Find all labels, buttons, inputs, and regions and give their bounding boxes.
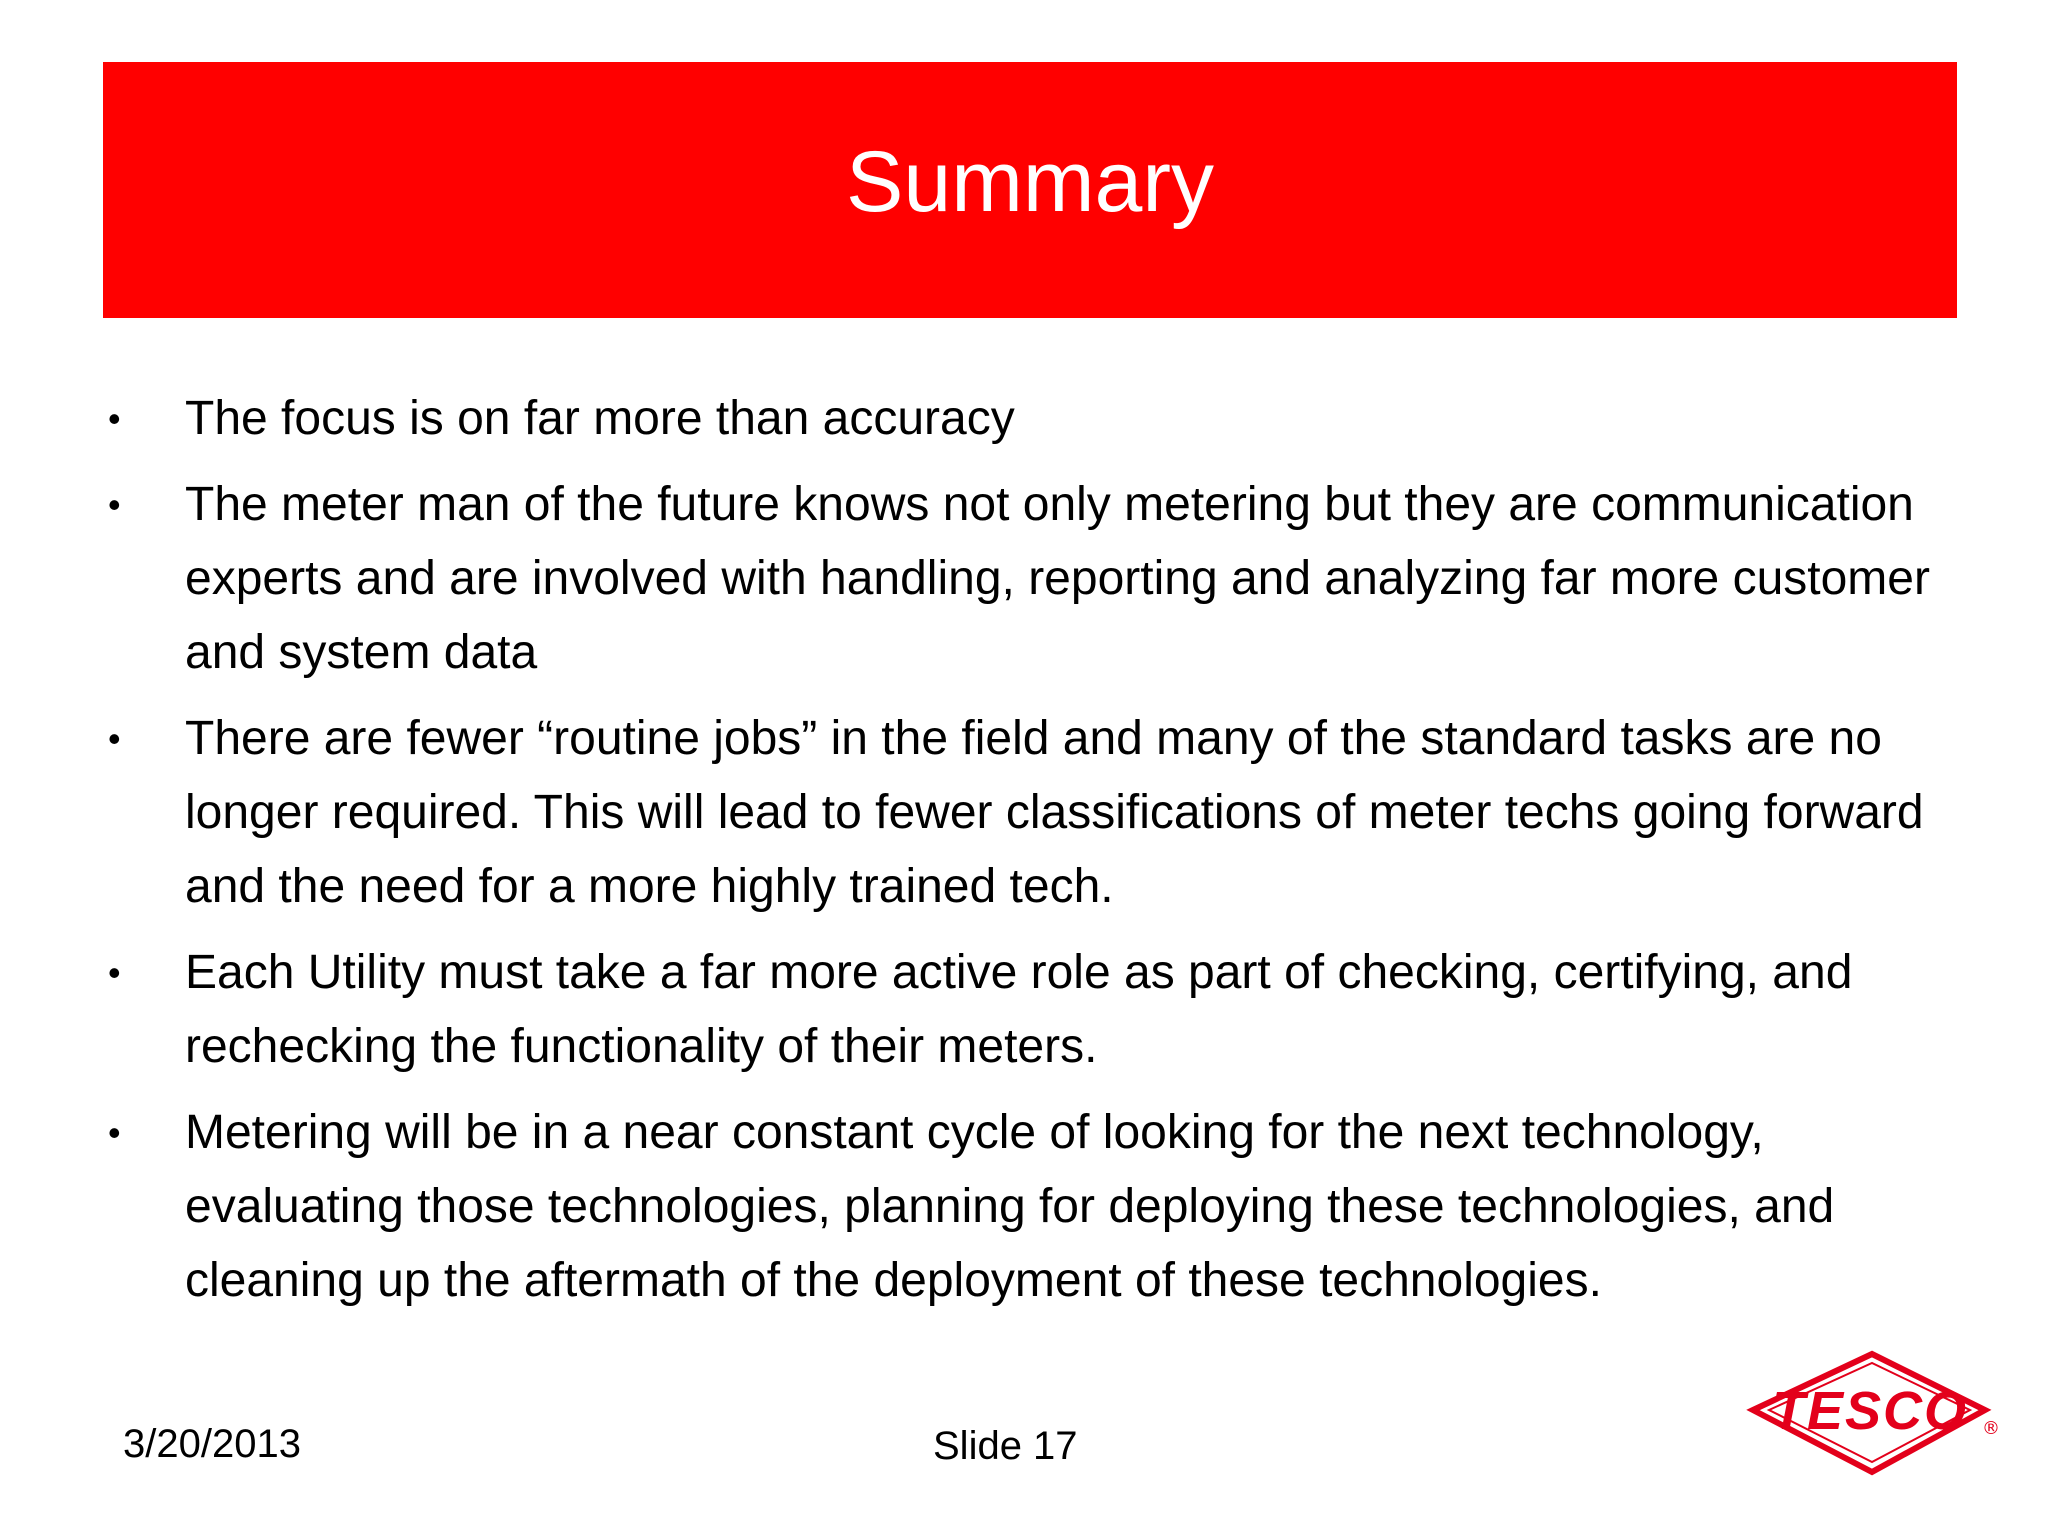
bullet-text: The focus is on far more than accuracy: [185, 392, 1015, 445]
bullet-item: [103, 468, 1963, 690]
title-bar: [103, 62, 1957, 318]
registered-mark: ®: [1982, 1418, 2000, 1439]
bullet-glyph: •: [108, 718, 121, 759]
bullet-glyph: •: [108, 1112, 121, 1153]
slide-title: Summary: [846, 134, 1214, 230]
logo-text: TESCO: [1771, 1381, 1969, 1441]
bullet-list: [103, 382, 1963, 1330]
bullet-item: [103, 702, 1963, 924]
bullet-item: [103, 1096, 1963, 1318]
tesco-logo: [1747, 1350, 2000, 1480]
bullet-text: The meter man of the future knows not only metering but they are communication experts and are involved with handling, reporting and analyzing far more customer and system data: [185, 478, 1930, 679]
bullet-glyph: •: [108, 952, 121, 993]
slide-number: Slide 17: [933, 1424, 1078, 1468]
bullet-glyph: •: [108, 484, 121, 525]
bullet-text: Metering will be in a near constant cycle of looking for the next technology, evaluating those technologies, planning for deploying these technologies, and cleaning up the aftermath of the deployment of these technologies.: [185, 1106, 1835, 1307]
bullet-glyph: •: [108, 398, 121, 439]
bullet-text: Each Utility must take a far more active role as part of checking, certifying, and rechecking the functionality of their meters.: [185, 946, 1853, 1073]
bullet-item: [103, 936, 1963, 1084]
footer-date: 3/20/2013: [123, 1422, 301, 1466]
bullet-text: There are fewer “routine jobs” in the field and many of the standard tasks are no longer required. This will lead to fewer classifications of meter techs going forward and the need for a more highly trained tech.: [185, 712, 1924, 913]
bullet-item: [103, 382, 1963, 456]
